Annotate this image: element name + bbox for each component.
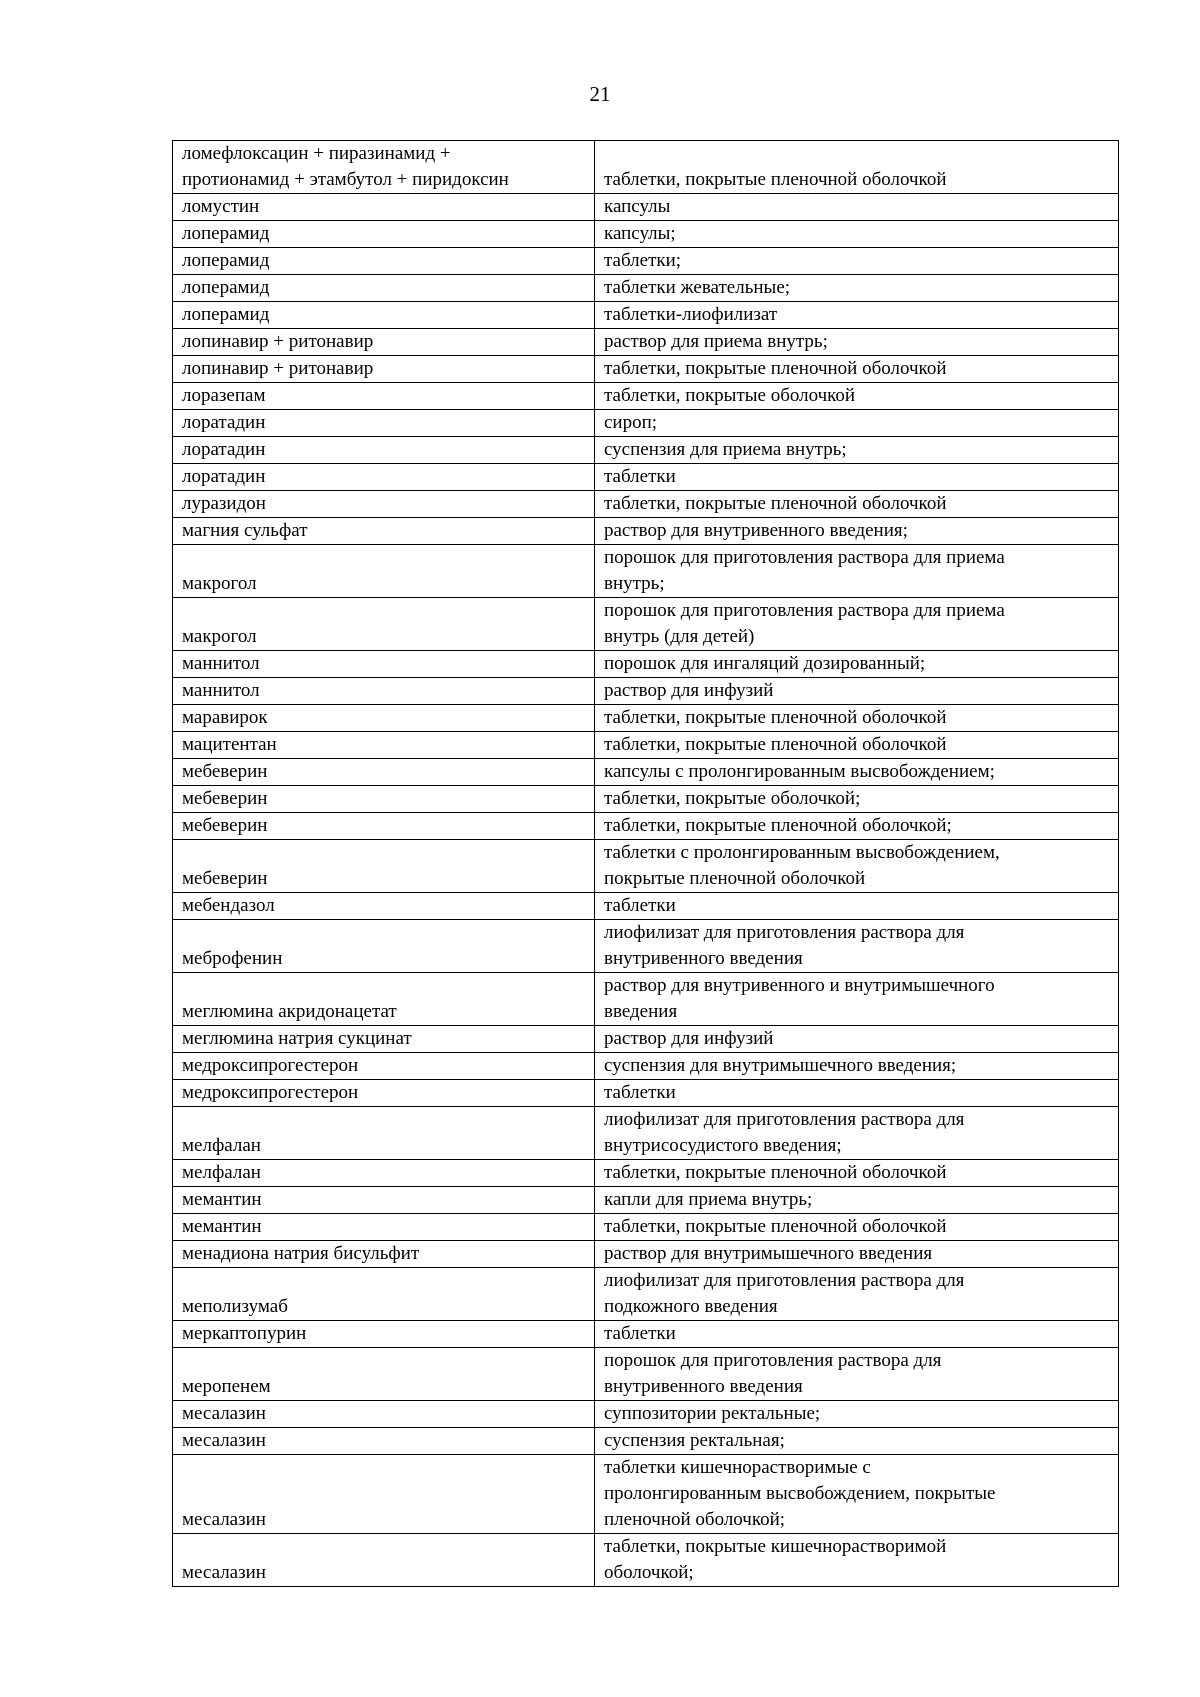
dosage-form-cell: суппозитории ректальные;: [595, 1401, 1119, 1428]
table-row: [173, 302, 1119, 329]
dosage-form-cell: таблетки, покрытые пленочной оболочкой;: [595, 813, 1119, 840]
table-row: [173, 329, 1119, 356]
drug-name-cell: магния сульфат: [173, 518, 595, 545]
dosage-form-cell: раствор для внутривенного введения;: [595, 518, 1119, 545]
dosage-form-cell: таблетки, покрытые кишечнорастворимой оболочкой;: [595, 1534, 1119, 1587]
dosage-form-cell: лиофилизат для приготовления раствора для внутривенного введения: [595, 920, 1119, 973]
table-row: [173, 1160, 1119, 1187]
table-row: [173, 1026, 1119, 1053]
drug-name-cell: маннитол: [173, 678, 595, 705]
drug-name-cell: лопинавир + ритонавир: [173, 329, 595, 356]
table-row: [173, 221, 1119, 248]
drug-name-cell: ломефлоксацин + пиразинамид + протионамид + этамбутол + пиридоксин: [173, 141, 595, 194]
drug-table: [172, 140, 1119, 1587]
table-row: [173, 1321, 1119, 1348]
dosage-form-cell: таблетки, покрытые оболочкой: [595, 383, 1119, 410]
table-row: [173, 383, 1119, 410]
table-row: [173, 920, 1119, 973]
table-row: [173, 1241, 1119, 1268]
drug-name-cell: меркаптопурин: [173, 1321, 595, 1348]
dosage-form-cell: порошок для приготовления раствора для внутривенного введения: [595, 1348, 1119, 1401]
drug-name-cell: ломустин: [173, 194, 595, 221]
table-row: [173, 1187, 1119, 1214]
dosage-form-cell: раствор для инфузий: [595, 1026, 1119, 1053]
table-row: [173, 759, 1119, 786]
drug-name-cell: месалазин: [173, 1428, 595, 1455]
drug-name-cell: луразидон: [173, 491, 595, 518]
table-row: [173, 893, 1119, 920]
dosage-form-cell: раствор для приема внутрь;: [595, 329, 1119, 356]
table-row: [173, 813, 1119, 840]
dosage-form-cell: таблетки, покрытые пленочной оболочкой: [595, 356, 1119, 383]
dosage-form-cell: таблетки, покрытые пленочной оболочкой: [595, 1214, 1119, 1241]
dosage-form-cell: таблетки кишечнорастворимые с пролонгированным высвобождением, покрытые пленочной оболочкой;: [595, 1455, 1119, 1534]
dosage-form-cell: суспензия для приема внутрь;: [595, 437, 1119, 464]
table-row: [173, 705, 1119, 732]
table-row: [173, 248, 1119, 275]
drug-name-cell: мемантин: [173, 1187, 595, 1214]
table-row: [173, 1107, 1119, 1160]
dosage-form-cell: сироп;: [595, 410, 1119, 437]
table-row: [173, 194, 1119, 221]
drug-name-cell: лоперамид: [173, 248, 595, 275]
drug-name-cell: мебеверин: [173, 786, 595, 813]
table-row: [173, 1268, 1119, 1321]
table-row: [173, 651, 1119, 678]
table-row: [173, 437, 1119, 464]
dosage-form-cell: таблетки, покрытые пленочной оболочкой: [595, 1160, 1119, 1187]
dosage-form-cell: таблетки: [595, 893, 1119, 920]
table-row: [173, 732, 1119, 759]
dosage-form-cell: порошок для приготовления раствора для приема внутрь (для детей): [595, 598, 1119, 651]
dosage-form-cell: таблетки: [595, 464, 1119, 491]
drug-name-cell: менадиона натрия бисульфит: [173, 1241, 595, 1268]
dosage-form-cell: таблетки: [595, 1080, 1119, 1107]
drug-name-cell: маннитол: [173, 651, 595, 678]
dosage-form-cell: порошок для приготовления раствора для приема внутрь;: [595, 545, 1119, 598]
dosage-form-cell: капсулы: [595, 194, 1119, 221]
dosage-form-cell: капли для приема внутрь;: [595, 1187, 1119, 1214]
table-row: [173, 1401, 1119, 1428]
drug-name-cell: лоратадин: [173, 437, 595, 464]
dosage-form-cell: лиофилизат для приготовления раствора для подкожного введения: [595, 1268, 1119, 1321]
dosage-form-cell: таблетки, покрытые оболочкой;: [595, 786, 1119, 813]
dosage-form-cell: таблетки;: [595, 248, 1119, 275]
drug-name-cell: медроксипрогестерон: [173, 1080, 595, 1107]
drug-name-cell: лоперамид: [173, 302, 595, 329]
table-body: [173, 141, 1119, 1587]
dosage-form-cell: капсулы;: [595, 221, 1119, 248]
dosage-form-cell: таблетки: [595, 1321, 1119, 1348]
drug-name-cell: мацитентан: [173, 732, 595, 759]
drug-name-cell: месалазин: [173, 1455, 595, 1534]
drug-name-cell: мебендазол: [173, 893, 595, 920]
table-row: [173, 275, 1119, 302]
drug-name-cell: мелфалан: [173, 1107, 595, 1160]
table-row: [173, 410, 1119, 437]
drug-name-cell: макрогол: [173, 545, 595, 598]
table-row: [173, 1348, 1119, 1401]
table-row: [173, 678, 1119, 705]
table-row: [173, 1214, 1119, 1241]
drug-name-cell: меполизумаб: [173, 1268, 595, 1321]
dosage-form-cell: таблетки-лиофилизат: [595, 302, 1119, 329]
drug-name-cell: макрогол: [173, 598, 595, 651]
drug-name-cell: лоразепам: [173, 383, 595, 410]
drug-name-cell: лоперамид: [173, 221, 595, 248]
page-number: 21: [589, 82, 611, 106]
dosage-form-cell: таблетки жевательные;: [595, 275, 1119, 302]
table-row: [173, 464, 1119, 491]
drug-name-cell: лоперамид: [173, 275, 595, 302]
dosage-form-cell: таблетки, покрытые пленочной оболочкой: [595, 732, 1119, 759]
drug-name-cell: лоратадин: [173, 410, 595, 437]
drug-name-cell: мебеверин: [173, 759, 595, 786]
drug-name-cell: меглюмина акридонацетат: [173, 973, 595, 1026]
dosage-form-cell: таблетки, покрытые пленочной оболочкой: [595, 141, 1119, 194]
drug-name-cell: меброфенин: [173, 920, 595, 973]
dosage-form-cell: капсулы с пролонгированным высвобождением;: [595, 759, 1119, 786]
dosage-form-cell: суспензия ректальная;: [595, 1428, 1119, 1455]
table-row: [173, 1455, 1119, 1534]
table-row: [173, 973, 1119, 1026]
drug-name-cell: лопинавир + ритонавир: [173, 356, 595, 383]
table-row: [173, 518, 1119, 545]
drug-name-cell: мелфалан: [173, 1160, 595, 1187]
drug-name-cell: месалазин: [173, 1534, 595, 1587]
dosage-form-cell: раствор для инфузий: [595, 678, 1119, 705]
table-row: [173, 786, 1119, 813]
drug-name-cell: меропенем: [173, 1348, 595, 1401]
dosage-form-cell: раствор для внутримышечного введения: [595, 1241, 1119, 1268]
table-row: [173, 356, 1119, 383]
table-row: [173, 1053, 1119, 1080]
table-row: [173, 840, 1119, 893]
dosage-form-cell: таблетки, покрытые пленочной оболочкой: [595, 491, 1119, 518]
drug-name-cell: лоратадин: [173, 464, 595, 491]
dosage-form-cell: лиофилизат для приготовления раствора для внутрисосудистого введения;: [595, 1107, 1119, 1160]
drug-name-cell: мемантин: [173, 1214, 595, 1241]
dosage-form-cell: суспензия для внутримышечного введения;: [595, 1053, 1119, 1080]
drug-name-cell: маравирок: [173, 705, 595, 732]
table-row: [173, 598, 1119, 651]
table-row: [173, 1428, 1119, 1455]
drug-name-cell: месалазин: [173, 1401, 595, 1428]
dosage-form-cell: таблетки, покрытые пленочной оболочкой: [595, 705, 1119, 732]
table-row: [173, 1080, 1119, 1107]
drug-name-cell: мебеверин: [173, 813, 595, 840]
dosage-form-cell: таблетки с пролонгированным высвобождением, покрытые пленочной оболочкой: [595, 840, 1119, 893]
table-row: [173, 545, 1119, 598]
table-row: [173, 141, 1119, 194]
drug-name-cell: мебеверин: [173, 840, 595, 893]
table-row: [173, 491, 1119, 518]
drug-name-cell: меглюмина натрия сукцинат: [173, 1026, 595, 1053]
dosage-form-cell: порошок для ингаляций дозированный;: [595, 651, 1119, 678]
table-row: [173, 1534, 1119, 1587]
dosage-form-cell: раствор для внутривенного и внутримышечного введения: [595, 973, 1119, 1026]
drug-name-cell: медроксипрогестерон: [173, 1053, 595, 1080]
